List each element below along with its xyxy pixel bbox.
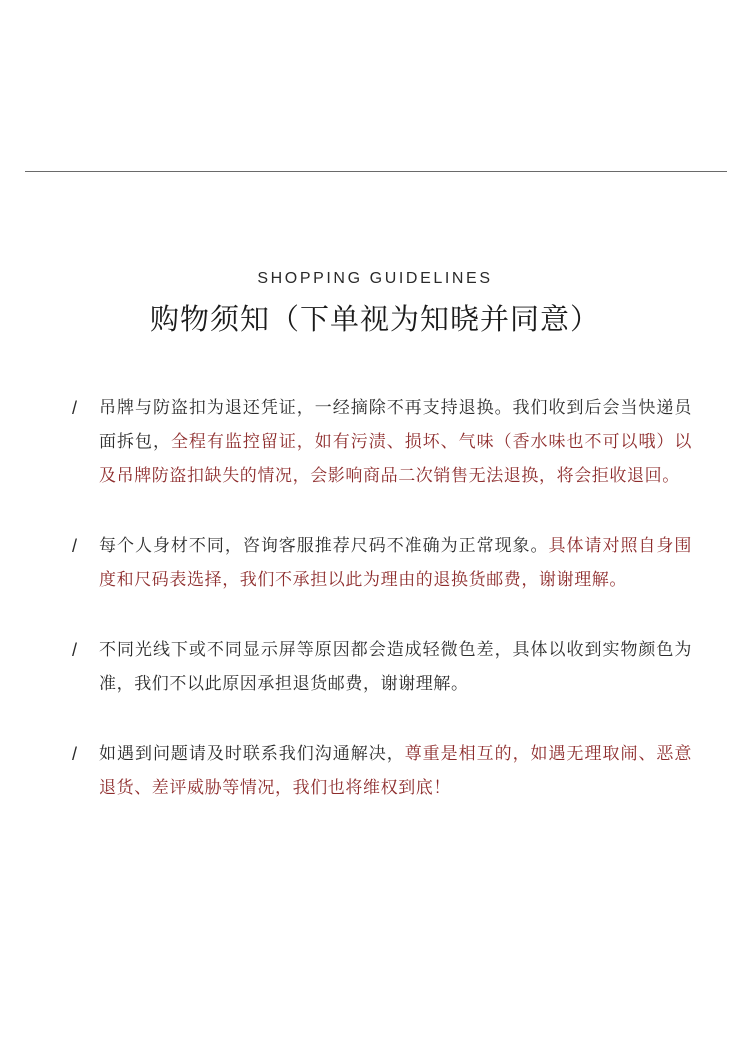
guidelines-list — [72, 391, 692, 841]
guideline-text — [99, 737, 692, 805]
guideline-text-normal: 每个人身材不同，咨询客服推荐尺码不准确为正常现象。 — [99, 536, 549, 556]
guideline-text — [99, 529, 692, 597]
bullet-slash: / — [72, 536, 78, 556]
bullet-slash: / — [72, 744, 78, 764]
english-subtitle: SHOPPING GUIDELINES — [257, 270, 493, 287]
guideline-item — [72, 529, 692, 597]
guideline-item — [72, 391, 692, 493]
guideline-item — [72, 737, 692, 805]
guideline-text-normal: 如遇到问题请及时联系我们沟通解决， — [99, 744, 405, 764]
guideline-text-highlight: 尊重是相互的，如遇无理取闹、恶意退货、差评威胁等情况，我们也将维权到底！ — [99, 744, 692, 798]
guideline-item — [72, 633, 692, 701]
bullet-slash: / — [72, 640, 78, 660]
bullet-slash: / — [72, 398, 78, 418]
guideline-text-normal: 不同光线下或不同显示屏等原因都会造成轻微色差，具体以收到实物颜色为准，我们不以此原因承担退货邮费，谢谢理解。 — [99, 640, 692, 694]
guideline-text — [99, 391, 692, 493]
guideline-text-highlight: 全程有监控留证，如有污渍、损坏、气味（香水味也不可以哦）以及吊牌防盗扣缺失的情况，会影响商品二次销售无法退换，将会拒收退回。 — [99, 432, 692, 486]
guideline-text — [99, 633, 692, 701]
guideline-text-normal: 吊牌与防盗扣为退还凭证，一经摘除不再支持退换。我们收到后会当快递员面拆包， — [99, 398, 692, 452]
header-divider — [25, 171, 727, 172]
guideline-text-highlight: 具体请对照自身围度和尺码表选择，我们不承担以此为理由的退换货邮费，谢谢理解。 — [99, 536, 692, 590]
page-title: 购物须知（下单视为知晓并同意） — [149, 302, 600, 336]
